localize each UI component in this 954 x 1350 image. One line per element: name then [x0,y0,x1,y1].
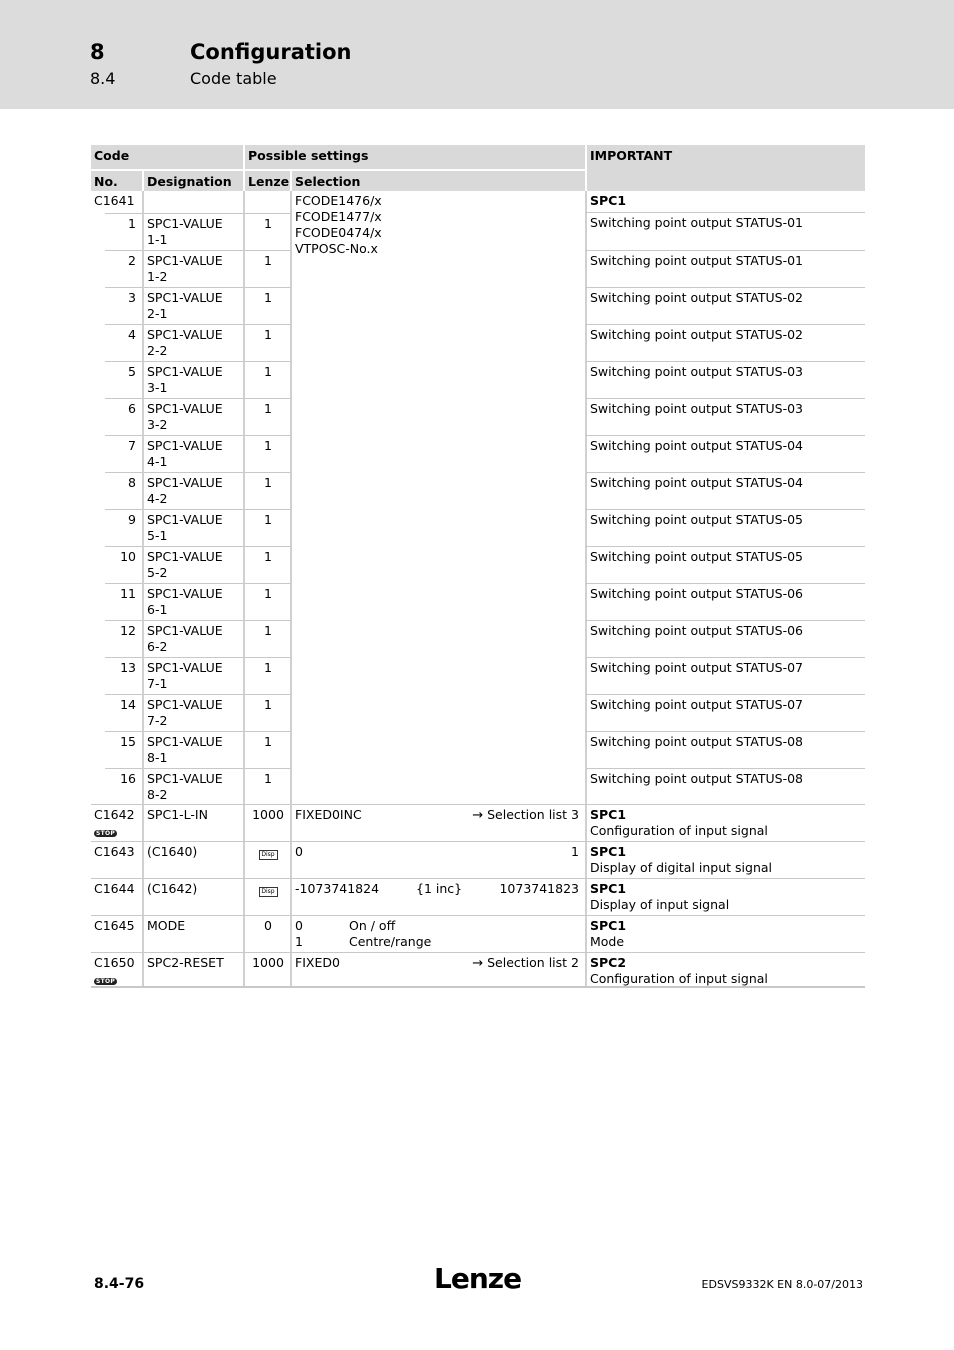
designation-line: 8-1 [147,750,168,765]
designation-line: SPC1-VALUE [147,586,223,601]
row-number: 16 [105,768,142,804]
table-row [91,250,865,287]
important-text: Configuration of input signal [590,823,768,838]
important-cell: Switching point output STATUS-02 [585,324,865,361]
important-cell: Switching point output STATUS-02 [585,287,865,324]
important-cell: Switching point output STATUS-04 [585,435,865,472]
row-number: 7 [105,435,142,472]
header-no: No. [91,169,142,191]
designation-line: 7-1 [147,676,168,691]
row-number: 5 [105,361,142,398]
lenze-cell: 1 [243,694,291,731]
table-row [91,435,865,472]
important-cell [585,916,865,952]
designation-cell [142,583,243,620]
lenze-cell: 1 [243,768,291,804]
important-cell [585,953,865,986]
table-row [91,657,865,694]
important-title: SPC1 [590,918,627,933]
important-text: Display of input signal [590,897,730,912]
table-header-row-1 [91,145,865,169]
designation-line: 4-2 [147,491,168,506]
designation-cell: (C1640) [142,842,243,878]
section-number: 8.4 [90,69,116,88]
designation-line: SPC1-VALUE [147,290,223,305]
row-number: 13 [105,657,142,694]
row-number: 15 [105,731,142,768]
table-row-c1644 [91,879,865,916]
table-row [91,213,865,250]
table-row [91,472,865,509]
designation-cell [142,657,243,694]
important-cell: Switching point output STATUS-05 [585,509,865,546]
designation-line: 2-1 [147,306,168,321]
table-row [91,509,865,546]
lenze-cell: 1 [243,472,291,509]
arrow-right-icon: → [472,956,484,971]
header-selection: Selection [290,169,585,191]
selection-cell [290,805,585,841]
table-row [91,361,865,398]
designation-line: SPC1-VALUE [147,364,223,379]
code-value: C1642 [94,807,135,822]
designation-cell [142,694,243,731]
important-title: SPC1 [585,191,865,213]
lenze-logo: Lenze [434,1262,522,1295]
table-row-c1642 [91,805,865,842]
lenze-cell [243,842,291,878]
lenze-cell: 0 [243,916,291,952]
designation-line: SPC1-VALUE [147,660,223,675]
code-cell: C1641 [94,193,135,208]
lenze-cell: 1 [243,250,291,287]
option-text: On / off [349,918,396,933]
lenze-cell: 1 [243,287,291,324]
designation-line: 6-2 [147,639,168,654]
designation-cell [142,361,243,398]
code-cell: C1644 [94,881,135,896]
designation-line: 2-2 [147,343,168,358]
designation-line: 6-1 [147,602,168,617]
designation-cell [142,287,243,324]
designation-line: SPC1-VALUE [147,512,223,527]
designation-line: SPC1-VALUE [147,697,223,712]
c1641-selection-line: FCODE0474/x [295,225,382,240]
designation-cell [142,509,243,546]
section-title: Code table [190,69,277,88]
header-designation: Designation [142,169,243,191]
important-cell: Switching point output STATUS-08 [585,768,865,804]
table-row-c1641 [91,191,865,213]
selection-value: FIXED0 [295,955,340,970]
designation-line: 1-2 [147,269,168,284]
important-cell [585,879,865,915]
lenze-cell: 1000 [243,805,291,841]
important-text: Display of digital input signal [590,860,772,875]
designation-cell [142,731,243,768]
row-number: 1 [105,213,142,250]
designation-line: SPC1-VALUE [147,327,223,342]
selection-list-link[interactable]: Selection list 3 [487,807,579,822]
selection-max: 1073741823 [499,881,579,896]
lenze-cell: 1 [243,361,291,398]
designation-cell [142,472,243,509]
designation-cell: SPC2-RESET [142,953,243,986]
code-cell [91,805,143,841]
table-row [91,620,865,657]
selection-list-link[interactable]: Selection list 2 [487,955,579,970]
designation-cell [142,191,243,213]
page-number: 8.4-76 [94,1276,145,1292]
header-important: IMPORTANT [585,145,865,169]
table-row [91,768,865,804]
important-title: SPC1 [590,844,627,859]
document-id: EDSVS9332K EN 8.0-07/2013 [701,1278,863,1291]
selection-increment: {1 inc} [416,881,463,896]
c1641-selection-line: FCODE1476/x [295,193,382,208]
selection-value: FIXED0INC [295,807,362,822]
header-lenze: Lenze [243,169,290,191]
code-cell: C1643 [94,844,135,859]
lenze-cell: 1 [243,324,291,361]
lenze-cell: 1 [243,620,291,657]
designation-line: 5-2 [147,565,168,580]
designation-line: 4-1 [147,454,168,469]
designation-line: SPC1-VALUE [147,549,223,564]
header-possible-settings: Possible settings [243,145,585,169]
important-cell: Switching point output STATUS-07 [585,694,865,731]
important-cell: Switching point output STATUS-04 [585,472,865,509]
designation-line: 1-1 [147,232,168,247]
row-number: 2 [105,250,142,287]
important-cell: Switching point output STATUS-06 [585,583,865,620]
row-number: 4 [105,324,142,361]
stop-icon: STOP [96,830,116,837]
arrow-right-icon: → [472,808,484,823]
code-cell [91,953,143,986]
row-number: 3 [105,287,142,324]
designation-line: SPC1-VALUE [147,438,223,453]
designation-line: 3-1 [147,380,168,395]
designation-line: SPC1-VALUE [147,216,223,231]
row-number: 10 [105,546,142,583]
designation-cell: SPC1-L-IN [142,805,243,841]
stop-icon: STOP [96,978,116,985]
selection-cell [290,879,585,915]
important-text: Configuration of input signal [590,971,768,986]
designation-cell [142,435,243,472]
c1641-selection-line: FCODE1477/x [295,209,382,224]
table-header-row-2 [91,169,865,191]
designation-line: SPC1-VALUE [147,253,223,268]
designation-line: 5-1 [147,528,168,543]
selection-cell [290,842,585,878]
c1641-block [91,191,865,805]
lenze-cell: 1 [243,546,291,583]
table-row-c1643 [91,842,865,879]
designation-cell [142,324,243,361]
designation-line: SPC1-VALUE [147,734,223,749]
designation-cell [142,398,243,435]
designation-line: 3-2 [147,417,168,432]
designation-cell [142,620,243,657]
option-value: 0 [295,918,303,933]
chapter-title: Configuration [190,40,352,64]
lenze-cell: 1 [243,657,291,694]
important-cell: Switching point output STATUS-03 [585,361,865,398]
important-cell: Switching point output STATUS-03 [585,398,865,435]
important-cell: Switching point output STATUS-01 [585,213,865,250]
designation-line: SPC1-VALUE [147,401,223,416]
important-cell: Switching point output STATUS-07 [585,657,865,694]
option-value: 1 [295,934,303,949]
code-table [91,145,865,988]
lenze-cell: 1 [243,213,291,250]
display-icon: Disp [259,850,278,860]
important-cell: Switching point output STATUS-05 [585,546,865,583]
important-title: SPC1 [590,807,627,822]
table-row-c1650 [91,953,865,988]
lenze-cell: 1 [243,398,291,435]
row-number: 6 [105,398,142,435]
designation-line: SPC1-VALUE [147,475,223,490]
important-title: SPC2 [590,955,627,970]
table-row [91,583,865,620]
display-icon: Disp [259,887,278,897]
lenze-cell: 1 [243,583,291,620]
important-title: SPC1 [590,881,627,896]
chapter-number: 8 [90,40,105,64]
lenze-cell: 1000 [243,953,291,986]
important-text: Mode [590,934,625,949]
designation-line: SPC1-VALUE [147,771,223,786]
selection-min: 0 [295,844,303,859]
code-value: C1650 [94,955,135,970]
designation-cell: MODE [142,916,243,952]
designation-line: 7-2 [147,713,168,728]
header-band [0,0,954,109]
row-number: 11 [105,583,142,620]
designation-cell [142,546,243,583]
table-row-c1645 [91,916,865,953]
table-row [91,324,865,361]
table-row [91,731,865,768]
designation-cell: (C1642) [142,879,243,915]
designation-cell [142,250,243,287]
c1641-selection-line: VTPOSC-No.x [295,241,378,256]
important-cell [585,842,865,878]
designation-cell [142,768,243,804]
row-number: 14 [105,694,142,731]
lenze-cell [243,879,291,915]
row-number: 9 [105,509,142,546]
option-text: Centre/range [349,934,432,949]
selection-max: 1 [571,844,579,859]
designation-line: 8-2 [147,787,168,802]
important-cell: Switching point output STATUS-06 [585,620,865,657]
header-important-blank [585,169,865,191]
table-row [91,398,865,435]
table-row [91,546,865,583]
table-row [91,287,865,324]
header-code: Code [94,148,130,163]
lenze-cell [243,191,291,213]
selection-min: -1073741824 [295,881,380,896]
table-row [91,694,865,731]
important-cell: Switching point output STATUS-01 [585,250,865,287]
designation-cell [142,213,243,250]
row-number: 12 [105,620,142,657]
selection-cell [290,953,585,986]
selection-cell [290,916,585,952]
designation-line: SPC1-VALUE [147,623,223,638]
lenze-cell: 1 [243,731,291,768]
row-number: 8 [105,472,142,509]
important-cell [585,805,865,841]
important-cell: Switching point output STATUS-08 [585,731,865,768]
code-cell: C1645 [94,918,135,933]
lenze-cell: 1 [243,435,291,472]
lenze-cell: 1 [243,509,291,546]
